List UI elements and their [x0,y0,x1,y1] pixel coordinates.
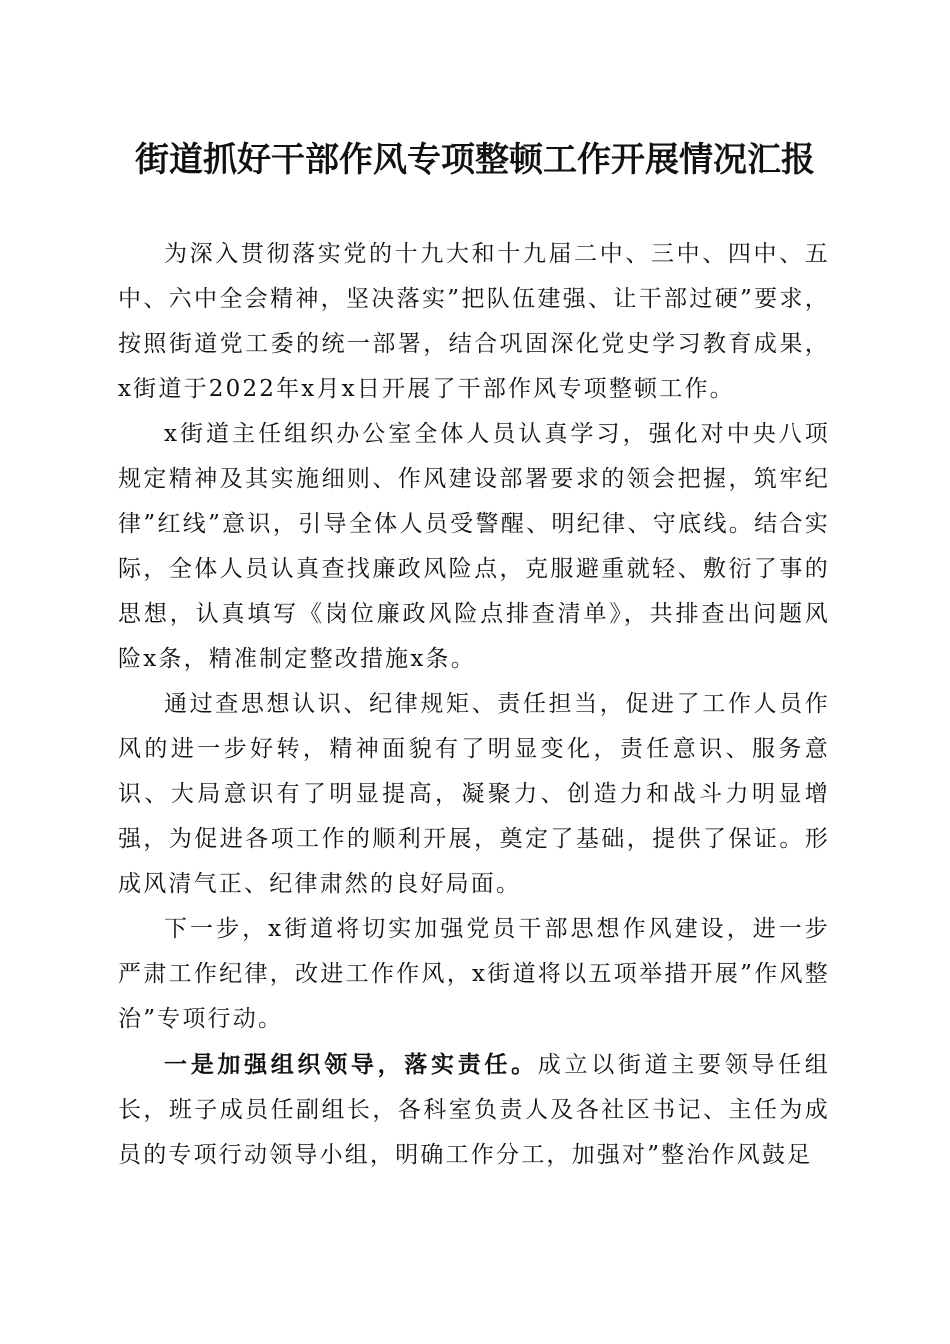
paragraph-study [118,412,830,682]
paragraph-measure-one [118,1042,830,1178]
paragraph-text: 为深入贯彻落实党的十九大和十九届二中、三中、四中、五中、六中全会精神，坚决落实”把队伍建强、让干部过硬”要求，按照街道党工委的统一部署，结合巩固深化党史学习教育成果，x街道于2022年x月x日开展了干部作风专项整顿工作。 [118,241,830,402]
paragraph-text: 下一步，x街道将切实加强党员干部思想作风建设，进一步严肃工作纪律，改进工作作风，x街道将以五项举措开展”作风整治”专项行动。 [118,916,830,1032]
paragraph-next-steps [118,907,830,1042]
paragraph-text: x街道主任组织办公室全体人员认真学习，强化对中央八项规定精神及其实施细则、作风建设部署要求的领会把握，筑牢纪律”红线”意识，引导全体人员受警醒、明纪律、守底线。结合实际，全体人员认真查找廉政风险点，克服避重就轻、敷衍了事的思想，认真填写《岗位廉政风险点排查清单》，共排查出问题风险x条，精准制定整改措施x条。 [118,421,830,672]
document-body [118,232,830,1178]
paragraph-results [118,682,830,907]
document-title: 街道抓好干部作风专项整顿工作开展情况汇报 [135,140,815,180]
paragraph-text: 通过查思想认识、纪律规矩、责任担当，促进了工作人员作风的进一步好转，精神面貌有了明显变化，责任意识、服务意识、大局意识有了明显提高，凝聚力、创造力和战斗力明显增强，为促进各项工作的顺利开展，奠定了基础，提供了保证。形成风清气正、纪律肃然的良好局面。 [118,691,830,897]
paragraph-text: 成立以街道主要领导任组长，班子成员任副组长，各科室负责人及各社区书记、主任为成员的专项行动领导小组，明确工作分工，加强对”整治作风鼓足 [118,1052,830,1168]
paragraph-intro [118,232,830,412]
paragraph-lead: 一是加强组织领导，落实责任。 [164,1051,538,1078]
